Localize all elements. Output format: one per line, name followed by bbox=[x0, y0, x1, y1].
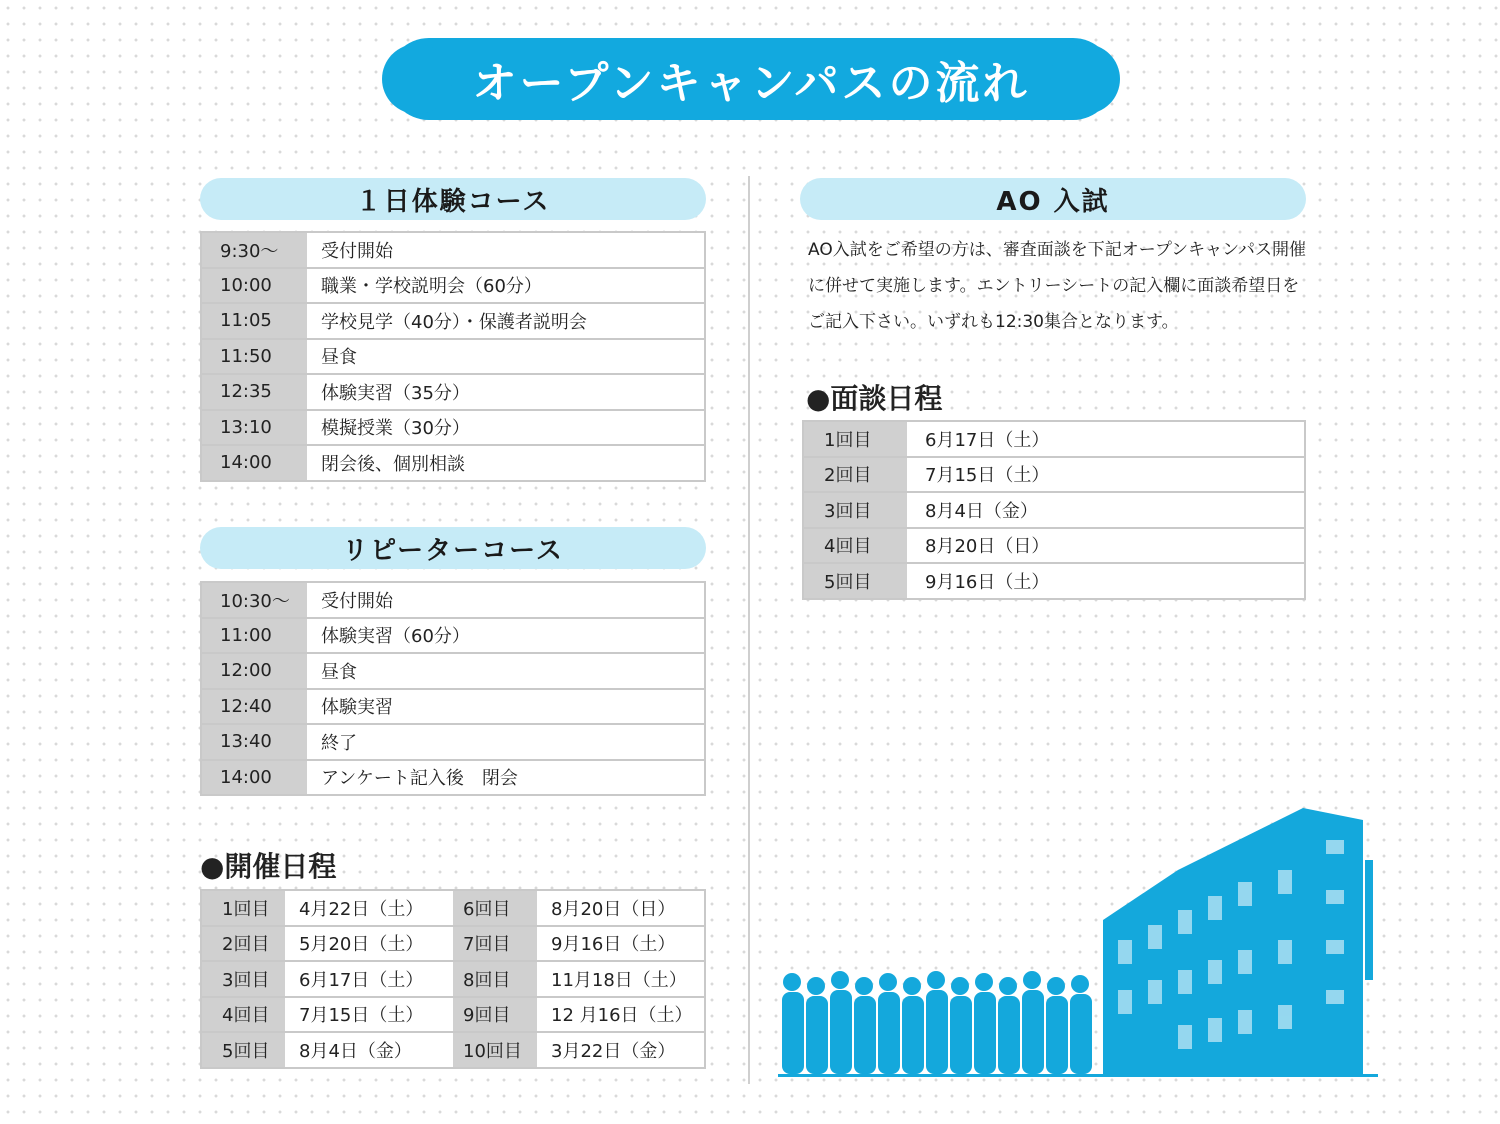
time-cell: 13:10 bbox=[201, 410, 307, 446]
activity-cell: 終了 bbox=[307, 724, 705, 760]
table-row bbox=[201, 374, 705, 410]
time-cell: 9:30〜 bbox=[201, 232, 307, 268]
table-row bbox=[803, 457, 1305, 493]
interview-date: 7月15日（土） bbox=[907, 457, 1305, 493]
time-cell: 12:40 bbox=[201, 689, 307, 725]
activity-cell: 模擬授業（30分） bbox=[307, 410, 705, 446]
table-row bbox=[803, 528, 1305, 564]
interview-number: 3回目 bbox=[803, 492, 907, 528]
time-cell: 12:35 bbox=[201, 374, 307, 410]
interview-table bbox=[802, 420, 1306, 600]
page-title: オープンキャンパスの流れ bbox=[472, 58, 1030, 109]
session-number: 9回目 bbox=[453, 997, 537, 1033]
session-date: 7月15日（土） bbox=[285, 997, 453, 1033]
activity-cell: 受付開始 bbox=[307, 582, 705, 618]
session-date: 5月20日（土） bbox=[285, 926, 453, 962]
activity-cell: 昼食 bbox=[307, 653, 705, 689]
table-row bbox=[201, 410, 705, 446]
time-cell: 11:05 bbox=[201, 303, 307, 339]
table-row bbox=[201, 618, 705, 654]
course2-table bbox=[200, 581, 706, 796]
interview-date: 6月17日（土） bbox=[907, 421, 1305, 457]
session-number: 3回目 bbox=[201, 961, 285, 997]
session-number: 10回目 bbox=[453, 1032, 537, 1068]
interview-number: 2回目 bbox=[803, 457, 907, 493]
title-banner bbox=[388, 38, 1114, 120]
table-row bbox=[201, 760, 705, 796]
session-date: 8月20日（日） bbox=[537, 890, 705, 926]
session-date: 8月4日（金） bbox=[299, 1040, 412, 1062]
session-date: 12 月16日（土） bbox=[537, 997, 705, 1033]
activity-cell: 受付開始 bbox=[307, 232, 705, 268]
interview-number: 4回目 bbox=[803, 528, 907, 564]
table-row bbox=[201, 890, 705, 926]
table-row bbox=[201, 689, 705, 725]
session-number: 1回目 bbox=[201, 890, 285, 926]
table-row bbox=[201, 268, 705, 304]
activity-cell: 体験実習（35分） bbox=[307, 374, 705, 410]
time-cell: 10:00 bbox=[201, 268, 307, 304]
crowd-icon bbox=[782, 971, 1092, 1074]
activity-cell: 学校見学（40分）・保護者説明会 bbox=[307, 303, 705, 339]
table-row bbox=[201, 997, 705, 1033]
interview-date: 9月16日（土） bbox=[925, 571, 1050, 593]
session-number: 4回目 bbox=[201, 997, 285, 1033]
table-row bbox=[201, 445, 705, 481]
table-row bbox=[803, 492, 1305, 528]
time-cell: 11:50 bbox=[201, 339, 307, 375]
interview-date: 8月4日（金） bbox=[907, 492, 1305, 528]
table-row bbox=[201, 724, 705, 760]
interview-number: 5回目 bbox=[803, 563, 907, 599]
table-row bbox=[201, 232, 705, 268]
building-crowd-illustration bbox=[778, 800, 1388, 1082]
table-row bbox=[201, 1032, 705, 1068]
time-cell: 11:00 bbox=[201, 618, 307, 654]
activity-cell: 職業・学校説明会（60分） bbox=[307, 268, 705, 304]
interview-number: 1回目 bbox=[803, 421, 907, 457]
course2-heading: リピーターコース bbox=[200, 527, 706, 569]
table-row bbox=[201, 926, 705, 962]
session-date: 11月18日（土） bbox=[537, 961, 705, 997]
table-row bbox=[201, 961, 705, 997]
activity-cell: 体験実習（60分） bbox=[307, 618, 705, 654]
activity-cell: アンケート記入後 閉会 bbox=[321, 768, 518, 790]
ao-description: AO入試をご希望の方は、審査面談を下記オープンキャンパス開催に併せて実施します。エントリーシートの記入欄に面談希望日をご記入下さい。いずれも12:30集合となります。 bbox=[808, 240, 1306, 332]
interview-date: 8月20日（日） bbox=[907, 528, 1305, 564]
session-date: 3月22日（金） bbox=[551, 1040, 676, 1062]
session-date: 9月16日（土） bbox=[537, 926, 705, 962]
activity-cell: 昼食 bbox=[307, 339, 705, 375]
activity-cell: 体験実習 bbox=[307, 689, 705, 725]
ao-heading: AO 入試 bbox=[800, 178, 1306, 220]
session-number: 7回目 bbox=[453, 926, 537, 962]
interview-heading: ●面談日程 bbox=[806, 382, 943, 415]
schedule-table bbox=[200, 889, 706, 1069]
column-divider bbox=[748, 176, 750, 1084]
session-number: 2回目 bbox=[201, 926, 285, 962]
schedule-heading: ●開催日程 bbox=[200, 850, 337, 883]
table-row bbox=[803, 421, 1305, 457]
session-number: 6回目 bbox=[453, 890, 537, 926]
session-number: 5回目 bbox=[201, 1032, 285, 1068]
session-number: 8回目 bbox=[453, 961, 537, 997]
table-row bbox=[803, 563, 1305, 599]
time-cell: 12:00 bbox=[201, 653, 307, 689]
time-cell: 14:00 bbox=[201, 445, 307, 481]
course1-table bbox=[200, 231, 706, 482]
time-cell: 14:00 bbox=[201, 760, 307, 796]
table-row bbox=[201, 303, 705, 339]
course1-heading: １日体験コース bbox=[200, 178, 706, 220]
activity-cell: 閉会後、個別相談 bbox=[321, 453, 465, 475]
session-date: 4月22日（土） bbox=[285, 890, 453, 926]
time-cell: 13:40 bbox=[201, 724, 307, 760]
table-row bbox=[201, 653, 705, 689]
session-date: 6月17日（土） bbox=[285, 961, 453, 997]
table-row bbox=[201, 339, 705, 375]
table-row bbox=[201, 582, 705, 618]
time-cell: 10:30〜 bbox=[201, 582, 307, 618]
